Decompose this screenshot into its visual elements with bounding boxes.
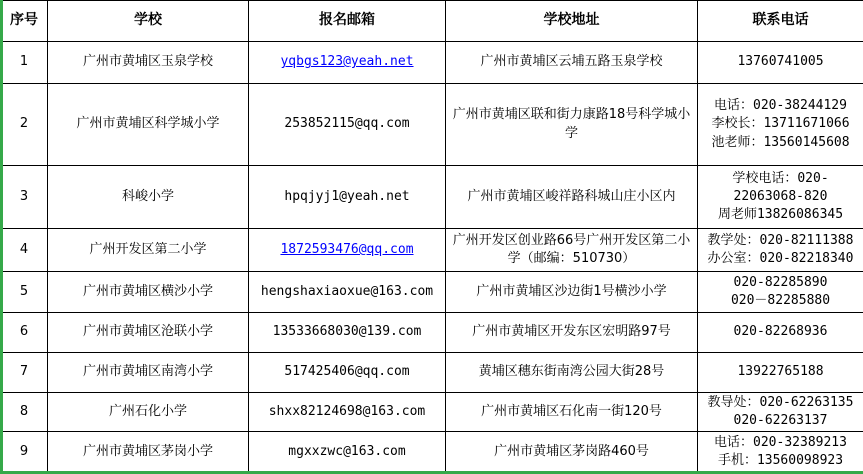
phone-line: 教学处：020-82111388 (707, 232, 854, 248)
phone-line: 020-62263137 (733, 413, 828, 429)
email-text: hengshaxiaoxue@163.com (260, 283, 434, 299)
phone-line: 教导处：020-62263135 (707, 395, 854, 410)
email-link[interactable]: yqbgs123@yeah.net (280, 54, 414, 70)
email-text: 253852115@qq.com (284, 116, 410, 132)
cell-address: 广州市黄埔区联和街力康路18号科学城小学 (446, 84, 698, 166)
header-cell-address: 学校地址 (446, 1, 698, 42)
phone-line: 13760741005 (737, 54, 824, 70)
cell-phone (698, 229, 863, 272)
cell-phone (698, 42, 863, 84)
table-row (1, 229, 863, 272)
cell-email (249, 353, 446, 393)
cell-address: 黄埔区穗东街南湾公园大街28号 (446, 353, 698, 393)
cell-address: 广州市黄埔区石化南一街120号 (446, 393, 698, 432)
phone-line: 周老师13826086345 (717, 207, 844, 223)
cell-phone (698, 166, 863, 229)
phone-line: 学校电话：020-22063068-820 (732, 170, 829, 204)
phone-line: 电话：020-32389213 (714, 434, 847, 450)
cell-school: 广州市黄埔区南湾小学 (48, 353, 249, 393)
cell-email (249, 84, 446, 166)
cell-email (249, 272, 446, 313)
table-row (1, 42, 863, 84)
phone-line: 13922765188 (737, 364, 824, 380)
cell-school: 广州市黄埔区横沙小学 (48, 272, 249, 313)
cell-email (249, 166, 446, 229)
header-cell-no: 序号 (1, 1, 48, 42)
cell-school: 广州开发区第二小学 (48, 229, 249, 272)
cell-address: 广州市黄埔区峻祥路科城山庄小区内 (446, 166, 698, 229)
table-row (1, 432, 863, 472)
phone-line: 020－82285880 (730, 293, 831, 308)
cell-phone (698, 313, 863, 353)
cell-school: 科峻小学 (48, 166, 249, 229)
cell-email (249, 313, 446, 353)
header-cell-school: 学校 (48, 1, 249, 42)
table-row (1, 166, 863, 229)
cell-address: 广州市黄埔区茅岗路460号 (446, 432, 698, 472)
phone-line: 020-82268936 (733, 324, 828, 340)
phone-line: 电话：020-38244129 (714, 98, 847, 114)
email-text: hpqjyj1@yeah.net (284, 188, 410, 204)
table-body (1, 42, 863, 472)
cell-address: 广州市黄埔区沙边街1号横沙小学 (446, 272, 698, 313)
cell-email (249, 42, 446, 84)
cell-address: 广州开发区创业路66号广州开发区第二小学（邮编：510730） (446, 229, 698, 272)
cell-no: 4 (1, 229, 48, 272)
header-cell-email: 报名邮箱 (249, 1, 446, 42)
table-row (1, 272, 863, 313)
email-text: mgxxzwc@163.com (288, 443, 406, 459)
cell-phone (698, 353, 863, 393)
header-cell-phone: 联系电话 (698, 1, 863, 42)
email-text: 517425406@qq.com (284, 364, 410, 380)
cell-school: 广州市黄埔区茅岗小学 (48, 432, 249, 472)
cell-no: 6 (1, 313, 48, 353)
phone-line: 手机：13560098923 (717, 452, 844, 468)
cell-phone (698, 432, 863, 472)
cell-school: 广州市黄埔区沧联小学 (48, 313, 249, 353)
cell-email (249, 393, 446, 432)
cell-school: 广州市黄埔区科学城小学 (48, 84, 249, 166)
email-link[interactable]: 1872593476@qq.com (280, 241, 414, 257)
cell-no: 1 (1, 42, 48, 84)
cell-no: 5 (1, 272, 48, 313)
header-row (1, 1, 863, 42)
phone-line: 李校长：13711671066 (711, 116, 850, 132)
table-row (1, 84, 863, 166)
cell-no: 7 (1, 353, 48, 393)
email-text: shxx82124698@163.com (268, 404, 426, 420)
phone-line: 020-82285890 (733, 274, 828, 290)
table-row (1, 353, 863, 393)
cell-no: 3 (1, 166, 48, 229)
cell-school: 广州石化小学 (48, 393, 249, 432)
cell-email (249, 229, 446, 272)
cell-no: 2 (1, 84, 48, 166)
cell-address: 广州市黄埔区云埔五路玉泉学校 (446, 42, 698, 84)
email-text: 13533668030@139.com (272, 324, 422, 340)
table-row (1, 313, 863, 353)
cell-school: 广州市黄埔区玉泉学校 (48, 42, 249, 84)
cell-address: 广州市黄埔区开发东区宏明路97号 (446, 313, 698, 353)
phone-line: 办公室：020-82218340 (707, 251, 854, 266)
cell-email (249, 432, 446, 472)
cell-no: 9 (1, 432, 48, 472)
phone-line: 池老师：13560145608 (711, 134, 850, 150)
cell-phone (698, 272, 863, 313)
table-row (1, 393, 863, 432)
cell-phone (698, 84, 863, 166)
cell-no: 8 (1, 393, 48, 432)
selection-edge-left (0, 0, 3, 474)
cell-phone (698, 393, 863, 432)
